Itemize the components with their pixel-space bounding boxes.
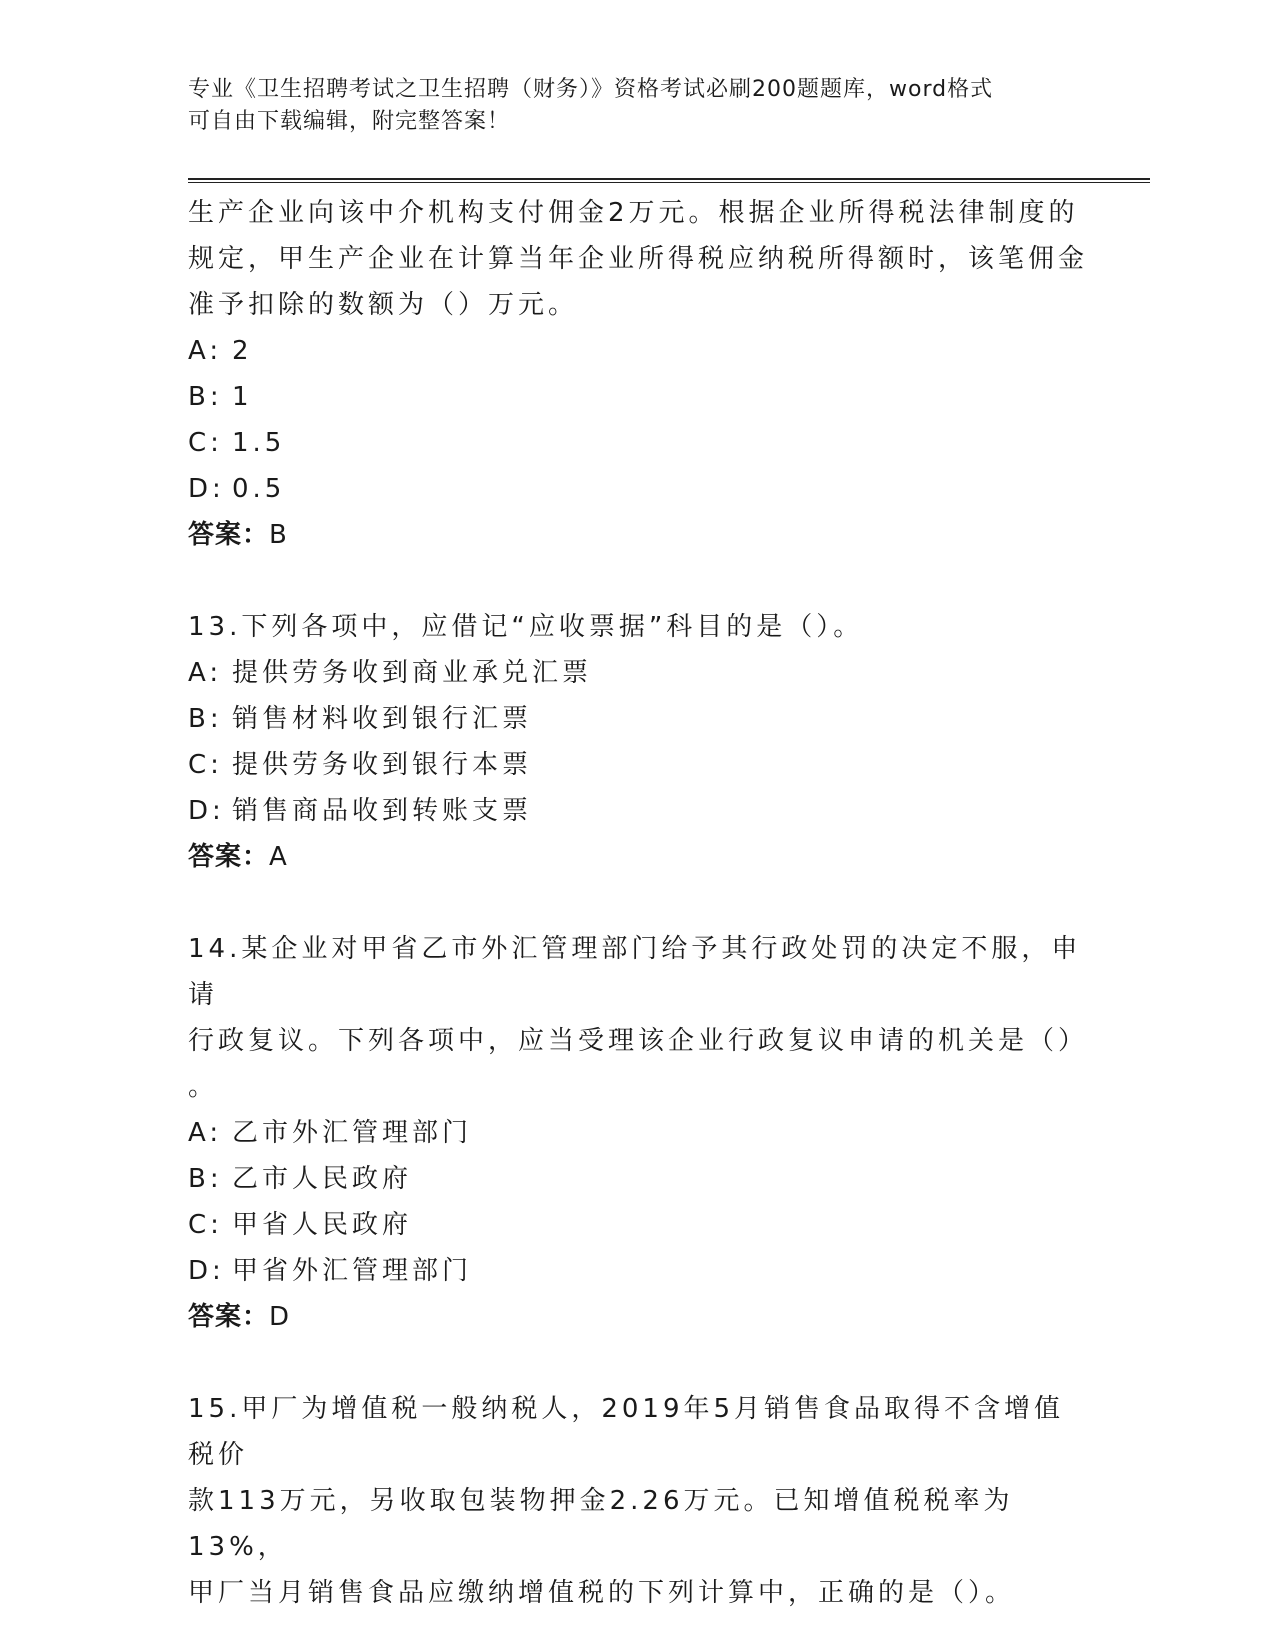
question-line: 14.某企业对甲省乙市外汇管理部门给予其行政处罚的决定不服，申请 <box>188 934 1082 1010</box>
option-text: 甲省外汇管理部门 <box>232 1256 473 1286</box>
option-a <box>188 328 1088 374</box>
option-c <box>188 742 1088 788</box>
question-content <box>188 190 1088 1616</box>
option-text: 1.5 <box>232 428 286 458</box>
option-letter: B: <box>188 1164 223 1194</box>
question-12-continued <box>188 190 1088 558</box>
option-text: 乙市外汇管理部门 <box>232 1118 473 1148</box>
option-b <box>188 1156 1088 1202</box>
answer-value: B <box>269 520 288 550</box>
question-15 <box>188 1386 1088 1616</box>
header-line-1: 专业《卫生招聘考试之卫生招聘（财务）》资格考试必刷200题题库，word格式 <box>188 77 994 102</box>
question-14 <box>188 926 1088 1340</box>
question-line: 款113万元，另收取包装物押金2.26万元。已知增值税税率为13%， <box>188 1486 1014 1562</box>
answer-line <box>188 834 1088 880</box>
option-letter: C: <box>188 428 223 458</box>
option-text: 销售商品收到转账支票 <box>232 796 533 826</box>
question-line: 准予扣除的数额为（）万元。 <box>188 290 579 320</box>
answer-line <box>188 512 1088 558</box>
answer-label: 答案： <box>188 1302 270 1332</box>
option-letter: D: <box>188 796 225 826</box>
answer-value: D <box>269 1302 291 1332</box>
option-letter: C: <box>188 1210 223 1240</box>
option-text: 提供劳务收到商业承兑汇票 <box>232 658 593 688</box>
question-line: 生产企业向该中介机构支付佣金2万元。根据企业所得税法律制度的 <box>188 198 1079 228</box>
header-divider <box>188 178 1150 183</box>
header-line-2: 可自由下载编辑，附完整答案！ <box>188 109 511 134</box>
option-letter: C: <box>188 750 223 780</box>
option-letter: B: <box>188 382 223 412</box>
question-13 <box>188 604 1088 880</box>
question-line: 甲厂当月销售食品应缴纳增值税的下列计算中，正确的是（）。 <box>188 1578 1016 1608</box>
option-text: 销售材料收到银行汇票 <box>232 704 533 734</box>
option-text: 2 <box>232 336 253 366</box>
answer-label: 答案： <box>188 842 270 872</box>
spacer <box>188 1340 1088 1386</box>
option-text: 0.5 <box>232 474 286 504</box>
option-c <box>188 1202 1088 1248</box>
question-line: 15.甲厂为增值税一般纳税人，2019年5月销售食品取得不含增值税价 <box>188 1394 1065 1470</box>
option-text: 甲省人民政府 <box>232 1210 413 1240</box>
option-text: 乙市人民政府 <box>232 1164 413 1194</box>
answer-value: A <box>269 842 288 872</box>
option-letter: A: <box>188 336 223 366</box>
option-a <box>188 650 1088 696</box>
option-b <box>188 374 1088 420</box>
option-letter: A: <box>188 1118 223 1148</box>
question-line: 行政复议。下列各项中，应当受理该企业行政复议申请的机关是（） <box>188 1026 1089 1056</box>
spacer <box>188 558 1088 604</box>
answer-line <box>188 1294 1088 1340</box>
page-header <box>188 74 1088 138</box>
option-d <box>188 788 1088 834</box>
option-c <box>188 420 1088 466</box>
option-letter: D: <box>188 474 225 504</box>
answer-label: 答案： <box>188 520 270 550</box>
option-text: 提供劳务收到银行本票 <box>232 750 533 780</box>
option-d <box>188 466 1088 512</box>
option-text: 1 <box>232 382 253 412</box>
question-line: 13.下列各项中，应借记“应收票据”科目的是（）。 <box>188 612 864 642</box>
option-letter: A: <box>188 658 223 688</box>
spacer <box>188 880 1088 926</box>
option-a <box>188 1110 1088 1156</box>
option-d <box>188 1248 1088 1294</box>
option-letter: D: <box>188 1256 225 1286</box>
option-letter: B: <box>188 704 223 734</box>
question-line: 规定，甲生产企业在计算当年企业所得税应纳税所得额时，该笔佣金 <box>188 244 1089 274</box>
option-b <box>188 696 1088 742</box>
question-line: 。 <box>188 1072 219 1102</box>
